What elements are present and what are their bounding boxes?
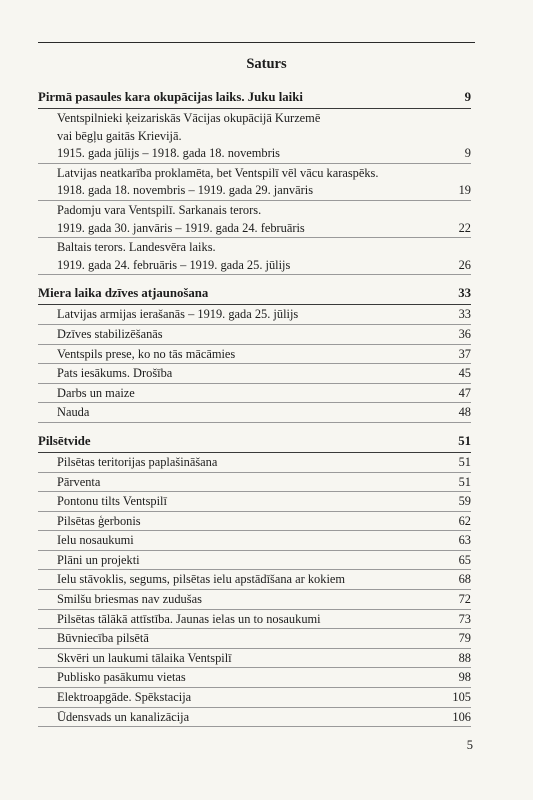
entry-page-number: 47 [458,385,471,400]
entry-title: Ūdensvads un kanalizācija [57,709,190,724]
toc-entry [38,364,471,384]
section-heading [38,432,471,453]
toc-entry [38,708,471,728]
entry-page-number: 19 [458,183,471,198]
toc-entry [38,403,471,423]
entry-title: Pilsētas ģerbonis [57,513,141,528]
entry-page-number: 26 [458,257,471,272]
entry-title: Darbs un maize [57,385,135,400]
toc-entry [38,325,471,345]
entry-page-number: 63 [458,533,471,548]
top-rule [38,42,475,43]
entry-title: Nauda [57,405,90,420]
entry-page-number: 73 [458,611,471,626]
entry-page-number: 105 [452,690,471,705]
entry-title: Elektroapgāde. Spēkstacija [57,690,192,705]
entry-title: Smilšu briesmas nav zudušas [57,592,202,607]
toc-section [38,432,471,727]
entry-page-number: 106 [452,709,471,724]
entry-title: Ielu nosaukumi [57,533,134,548]
entry-title: Ielu stāvoklis, segums, pilsētas ielu apstādīšana ar kokiem [57,572,346,587]
toc-entry [38,668,471,688]
toc-entry [38,109,471,164]
entry-page-number: 33 [458,307,471,322]
toc-entry [38,629,471,649]
section-page-number: 9 [464,90,471,104]
toc-entry [38,590,471,610]
toc-entry [38,473,471,493]
toc-entry [38,238,471,275]
entry-page-number: 51 [458,474,471,489]
toc-entry [38,688,471,708]
entry-title: Pontonu tilts Ventspilī [57,494,167,509]
section-heading [38,284,471,305]
entry-title: Ventspilnieki ķeizariskās Vācijas okupācijā Kurzemē vai bēgļu gaitās Krievijā. 1915. gada jūlijs – 1918. gada 18. novembris [57,111,321,161]
entry-title: Būvniecība pilsētā [57,631,149,646]
toc-section [38,88,471,275]
page-title: Saturs [246,56,287,72]
entry-title: Ventspils prese, ko no tās mācāmies [57,346,236,361]
entry-page-number: 62 [458,513,471,528]
entry-title: Baltais terors. Landesvēra laiks. 1919. gada 24. februāris – 1919. gada 25. jūlijs [57,240,291,272]
entry-title: Padomju vara Ventspilī. Sarkanais terors. 1919. gada 30. janvāris – 1919. gada 24. februāris [57,202,305,235]
toc-entry [38,610,471,630]
entry-page-number: 36 [458,326,471,341]
entry-page-number: 88 [458,650,471,665]
toc-entry [38,453,471,473]
entry-page-number: 68 [458,572,471,587]
entry-page-number: 37 [458,346,471,361]
entry-title: Pats iesākums. Drošība [57,366,173,381]
entry-title: Pilsētas tālākā attīstība. Jaunas ielas un to nosaukumi [57,611,321,626]
entry-page-number: 51 [458,454,471,469]
entry-page-number: 72 [458,592,471,607]
toc-entry [38,305,471,325]
entry-title: Pilsētas teritorijas paplašināšana [57,454,218,469]
entry-title: Pārventa [57,474,101,489]
entry-title: Latvijas neatkarība proklamēta, bet Ventspilī vēl vācu karaspēks. 1918. gada 18. novembris – 1919. gada 29. janvāris [57,165,379,198]
section-title: Pirmā pasaules kara okupācijas laiks. Juku laiki [38,90,303,104]
toc-entry [38,570,471,590]
toc-entry [38,649,471,669]
page-number: 5 [466,738,473,752]
entry-title: Skvēri un laukumi tālaika Ventspilī [57,650,232,665]
toc-entry [38,345,471,365]
toc-entry [38,384,471,404]
entry-title: Publisko pasākumu vietas [57,670,186,685]
entry-title: Latvijas armijas ierašanās – 1919. gada 25. jūlijs [57,307,299,322]
section-title: Pilsētvide [38,433,91,448]
section-title: Miera laika dzīves atjaunošana [38,286,209,301]
toc-entry [38,551,471,571]
section-page-number: 33 [458,286,471,301]
entry-title: Plāni un projekti [57,552,140,567]
toc-entry [38,201,471,238]
entry-page-number: 48 [458,405,471,420]
toc-entry [38,531,471,551]
entry-page-number: 65 [458,552,471,567]
toc-entry [38,492,471,512]
entry-page-number: 45 [458,366,471,381]
entry-page-number: 79 [458,631,471,646]
section-page-number: 51 [458,433,471,448]
entry-page-number: 22 [458,220,471,235]
toc-entry [38,512,471,532]
section-heading [38,88,471,109]
entry-page-number: 98 [458,670,471,685]
toc-section [38,284,471,423]
entry-title: Dzīves stabilizēšanās [57,326,163,341]
table-of-contents [38,88,471,727]
entry-page-number: 59 [458,494,471,509]
entry-page-number: 9 [464,146,471,161]
toc-entry [38,164,471,201]
